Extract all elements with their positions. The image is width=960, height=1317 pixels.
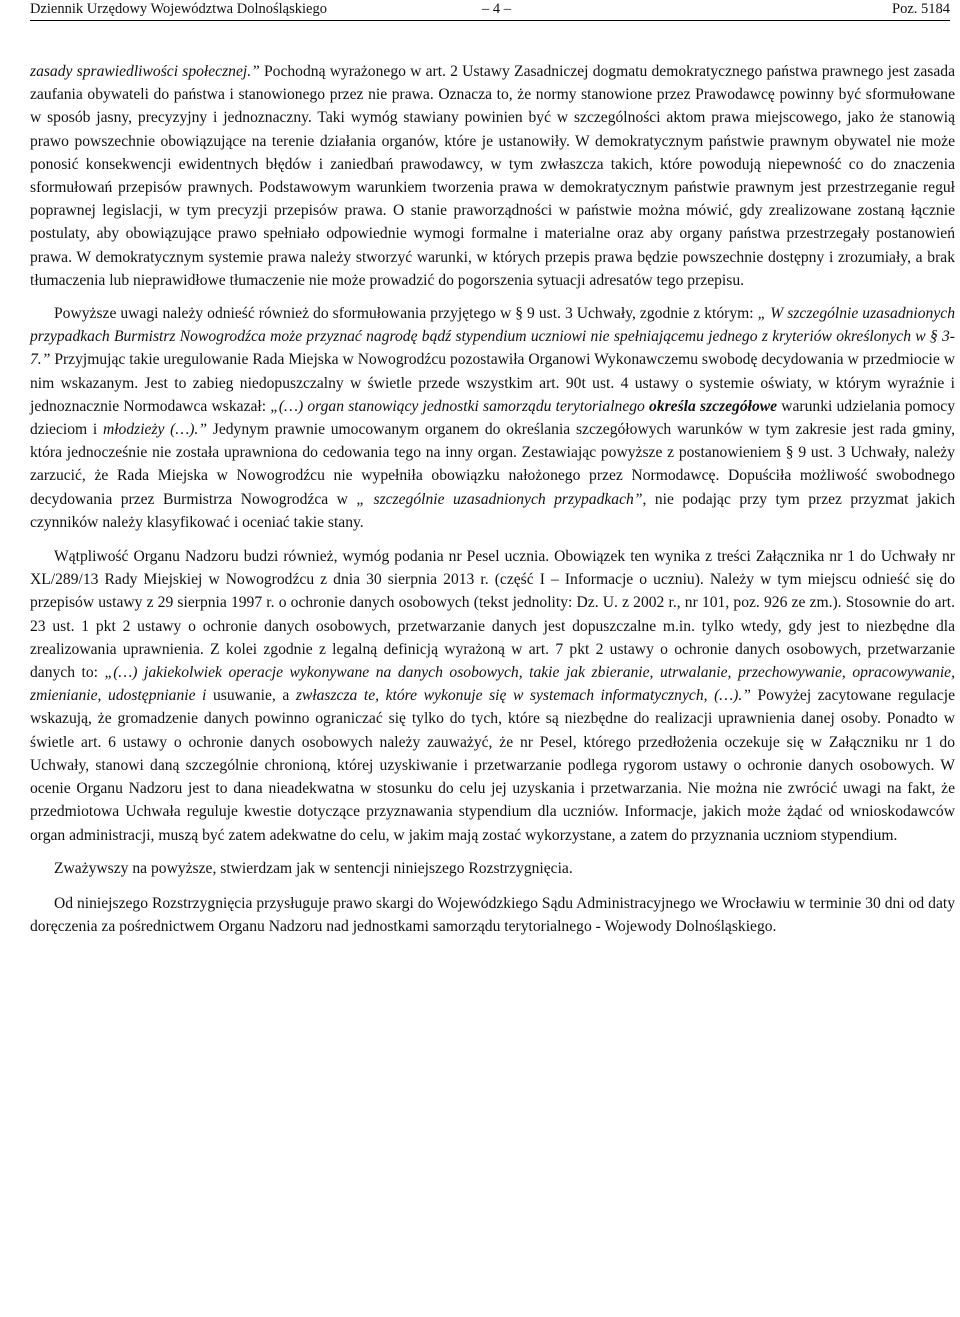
paragraph-text: warunki udzielania pomocy dzieciom i: [30, 397, 955, 439]
paragraph-text: Wątpliwość Organu Nadzoru budzi również, wymóg podania nr Pesel ucznia. Obowiązek ten wynika z treści Załącznika nr 1 do Uchwały nr XL/289/13 Rady Miejskiej w Nowogrodźcu z dnia 30 sierpnia 2013 r. (część I – Informacje o uczniu). Należy w tym miejscu odnieść się do przepisów ustawy z 29 sierpnia 1997 r. o ochronie danych osobowych (tekst jednolity: Dz. U. z 2002 r., nr 101, poz. 926 ze zm.). Stosownie do art. 23 ust. 1 pkt 2 ustawy o ochronie danych osobowych, przetwarzanie danych jest dopuszczalne m.in. tylko wtedy, gdy jest to niezbędne dla zrealizowania uprawnienia. Z kolei zgodnie z legalną definicją wyrażoną w art. 7 pkt 2 ustawy o ochronie danych osobowych, przetwarzanie danych to:: [30, 548, 955, 682]
paragraph-text: Pochodną wyrażonego w art. 2 Ustawy Zasadniczej dogmatu demokratycznego państwa prawnego jest zasada zaufania obywateli do państwa i stanowionego przez nie prawa. Oznacza to, że normy stanowione przez Prawodawcę powinny być sformułowane w sposób jasny, precyzyjny i jednoznaczny. Taki wymóg stawiany powinien być w szczególności aktom prawa miejscowego, jako że stanowią prawo powszechnie obowiązujące na terenie działania organów, które je ustanowiły. W demokratycznym państwie prawnym obywatel nie może ponosić konsekwencji ewidentnych błędów i zaniedbań prawodawcy, w tym zwłaszcza takich, które powodują niepewność co do znaczenia sformułowań przepisów prawnych. Podstawowym warunkiem tworzenia prawa w demokratycznym państwie prawnym jest przestrzeganie reguł poprawnej legislacji, w tym precyzji przepisów prawa. O stanie praworządności w państwie można mówić, gdy zrealizowane zostaną łącznie postulaty, aby obowiązujące prawo spełniało odpowiednie wymogi formalne i materialne oraz aby organy państwa przestrzegały postanowień prawa. W demokratycznym systemie prawa należy stworzyć warunki, w których przepis prawa będzie powszechnie dostępny i zrozumiały, a brak tłumaczenia lub nieprawidłowe tłumaczenie nie może prowadzić do pogorszenia sytuacji adresatów tego przepisu.: [30, 63, 955, 289]
quote-definition: „(…) jakiekolwiek operacje wykonywane na danych osobowych, takie jak zbieranie, utrwalanie, przechowywanie, opracowywanie, zmienianie, udostępnianie i: [30, 664, 955, 705]
paragraph-text: Jedynym prawnie umocowanym organem do określania szczegółowych warunków w tym zakresie jest rada gminy, która jednocześnie nie została uprawniona do cedowania tego na inny organ. Zestawiając powyższe z postanowieniem § 9 ust. 3 Uchwały, należy zarzucić, że Rada Miejska w Nowogrodźcu nie wypełniła obowiązku nałożonego przez Normodawcę. Dopuściła możliwość swobodnego decydowania przez Burmistrza Nowogrodźca w: [30, 421, 955, 508]
paragraph-conclusion: Zważywszy na powyższe, stwierdzam jak w sentencji niniejszego Rozstrzygnięcia.: [54, 859, 573, 877]
paragraph-legal-principles: [30, 60, 955, 292]
page-header: [30, 0, 950, 21]
position-number: Poz. 5184: [892, 1, 950, 17]
quote-przypadkach: „ szczególnie uzasadnionych przypadkach”: [356, 490, 643, 508]
paragraph-text: , nie podając przy tym przez przyzmat jakich czynników należy klasyfikować i oceniać takie stany.: [30, 490, 956, 531]
paragraph-pesel: [30, 545, 955, 847]
quote-uchwala: „ W szczególnie uzasadnionych przypadkach Burmistrz Nowogrodźca może przyznać nagrodę bądź stypendium uczniowi nie spełniającemu jednego z kryteriów określonych w § 3-7.”: [30, 305, 955, 369]
quote-ustawa-end: młodzieży (…).”: [102, 421, 208, 439]
quote-ustawa: „(…) organ stanowiący jednostki samorządu terytorialnego: [270, 397, 650, 415]
paragraph-text: Powyżej zacytowane regulacje wskazują, że gromadzenie danych powinno ograniczać się tylko do tych, które są niezbędne do realizacji uprawnienia danej osoby. Ponadto w świetle art. 6 ustawy o ochronie danych osobowych należy zauważyć, że nr Pesel, którego przedłożenia oczekuje się w Załączniku nr 1 do Uchwały, stanowi daną szczególnie chronioną, której uzyskiwanie i przetwarzanie podlega rygorom ustawy o ochronie danych osobowych. W ocenie Organu Nadzoru jest to dana nieadekwatna w stosunku do celu jej uzyskania i przetwarzania. Nie można nie zwrócić uwagi na fakt, że przedmiotowa Uchwała reguluje kwestie dotyczące przyznawania stypendium dla uczniów. Informacje, jakich może żądać od wnioskodawców organ administracji, muszą być zatem adekwatne do celu, w jakim mają zostać wykorzystane, a zatem do przyznania uczniom stypendium.: [30, 687, 956, 844]
paragraph-text: Przyjmując takie uregulowanie Rada Miejska w Nowogrodźcu pozostawiła Organowi Wykonawczemu swobodę decydowania w przedmiocie w nim wskazanym. Jest to zabieg niedopuszczalny w świetle przede wszystkim art. 90t ust. 4 ustawy o systemie oświaty, w którym wyraźnie i jednoznacznie Normodawca wskazał:: [30, 351, 955, 415]
page-number: – 4 –: [482, 1, 511, 17]
quote-emphasis: określa szczegółowe: [649, 397, 778, 415]
paragraph-section-9: [30, 302, 955, 534]
document-body: [30, 60, 955, 938]
paragraph-text: usuwanie, a: [212, 687, 296, 705]
paragraph-text: Powyższe uwagi należy odnieść również do sformułowania przyjętego w § 9 ust. 3 Uchwały, zgodnie z którym:: [54, 305, 758, 323]
journal-title: Dziennik Urzędowy Województwa Dolnośląskiego: [30, 1, 327, 17]
paragraph-appeal: Od niniejszego Rozstrzygnięcia przysługuje prawo skargi do Wojewódzkiego Sądu Administracyjnego we Wrocławiu w terminie 30 dni od daty doręczenia za pośrednictwem Organu Nadzoru nad jednostkami samorządu terytorialnego - Wojewody Dolnośląskiego.: [30, 894, 955, 936]
citation-end: zasady sprawiedliwości społecznej.”: [30, 63, 260, 80]
quote-definition-end: zwłaszcza te, które wykonuje się w systemach informatycznych, (…).”: [295, 687, 751, 705]
